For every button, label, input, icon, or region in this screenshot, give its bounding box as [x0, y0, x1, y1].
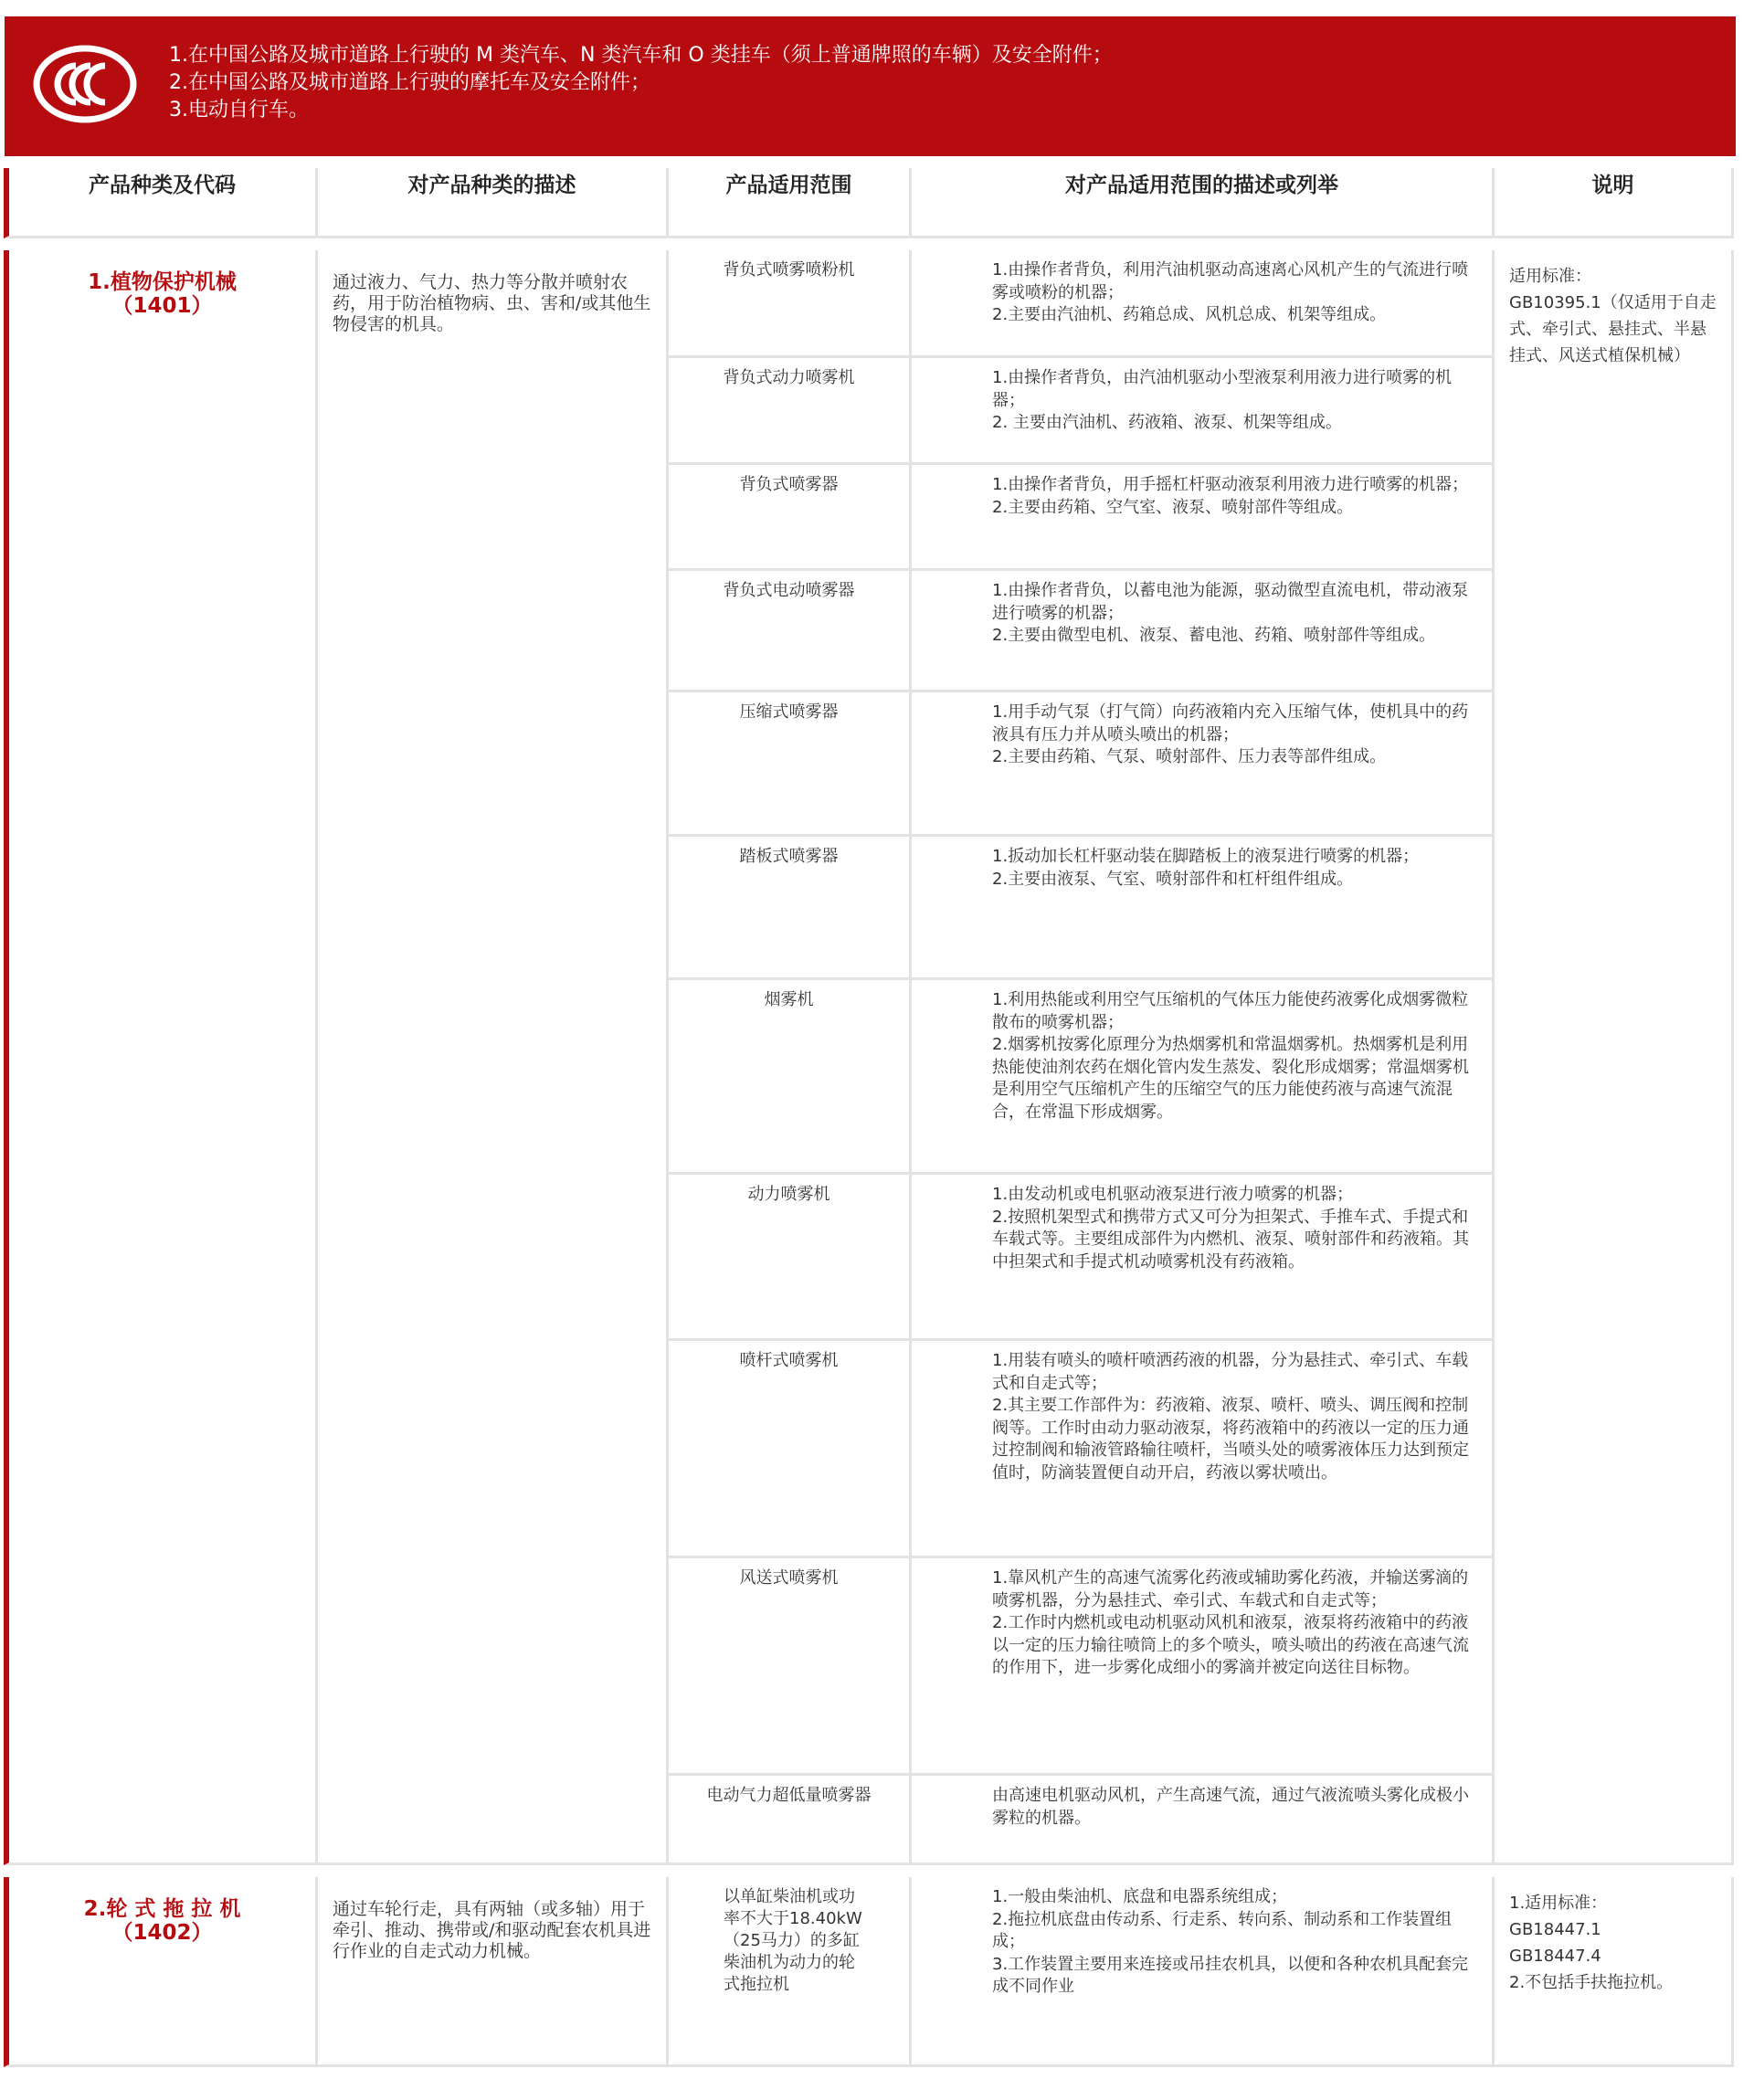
- product-detail: 由高速电机驱动风机，产生高速气流，通过气液流喷头雾化成极小雾粒的机器。: [912, 1776, 1495, 1865]
- table-header-row: [4, 168, 1734, 238]
- header-scope-description: 对产品适用范围的描述或列举: [912, 168, 1495, 238]
- category-name: 1.植物保护机械: [88, 270, 237, 294]
- scope-banner: [5, 16, 1736, 156]
- product-catalog-table: [4, 168, 1734, 2067]
- product-name: 动力喷雾机: [669, 1175, 912, 1341]
- table-row: [4, 1877, 1734, 2067]
- category-name: 2.轮 式 拖 拉 机: [83, 1897, 241, 1921]
- product-name: 踏板式喷雾器: [669, 837, 912, 980]
- product-detail: 1.用装有喷头的喷杆喷洒药液的机器，分为悬挂式、牵引式、车载式和自走式等； 2.其主要工作部件为：药液箱、液泵、喷杆、喷头、调压阀和控制阀等。工作时由动力驱动液泵，将药液箱中的药液以一定的压力通过控制阀和输液管路输往喷杆，当喷头处的喷雾液体压力达到预定值时，防滴装置便自动开启，药液以雾状喷出。: [912, 1341, 1495, 1558]
- scope-line-3: 3.电动自行车。: [169, 99, 309, 121]
- category-code: （1401）: [111, 294, 213, 318]
- product-name: 背负式喷雾喷粉机: [669, 250, 912, 358]
- product-detail: 1.由发动机或电机驱动液泵进行液力喷雾的机器； 2.按照机架型式和携带方式又可分为担架式、手推车式、手提式和车载式等。主要组成部件为内燃机、液泵、喷射部件和药液箱。其中担架式和手提式机动喷雾机没有药液箱。: [912, 1175, 1495, 1341]
- product-detail: 1.靠风机产生的高速气流雾化药液或辅助雾化药液，并输送雾滴的喷雾机器，分为悬挂式、牵引式、车载式和自走式等； 2.工作时内燃机或电动机驱动风机和液泵，液泵将药液箱中的药液以一定的压力输往喷筒上的多个喷头，喷头喷出的药液在高速气流的作用下，进一步雾化成细小的雾滴并被定向送往目标物。: [912, 1558, 1495, 1776]
- category-note: 1.适用标准： GB18447.1 GB18447.4 2.不包括手扶拖拉机。: [1495, 1877, 1734, 2067]
- product-name: 风送式喷雾机: [669, 1558, 912, 1776]
- category-code: （1402）: [111, 1921, 213, 1945]
- scope-list: [169, 42, 1113, 124]
- scope-line-1: 1.在中国公路及城市道路上行驶的 M 类汽车、N 类汽车和 O 类挂车（须上普通牌照的车辆）及安全附件；: [169, 44, 1113, 67]
- category-description: 通过车轮行走，具有两轴（或多轴）用于牵引、推动、携带或/和驱动配套农机具进行作业的自走式动力机械。: [318, 1877, 669, 2067]
- product-detail: 1.扳动加长杠杆驱动装在脚踏板上的液泵进行喷雾的机器； 2.主要由液泵、气室、喷射部件和杠杆组件组成。: [912, 837, 1495, 980]
- product-name: 背负式喷雾器: [669, 465, 912, 571]
- product-name: 背负式动力喷雾机: [669, 358, 912, 465]
- product-name: 电动气力超低量喷雾器: [669, 1776, 912, 1865]
- product-detail: 1.由操作者背负，用手摇杠杆驱动液泵利用液力进行喷雾的机器； 2.主要由药箱、空气室、液泵、喷射部件等组成。: [912, 465, 1495, 571]
- table-row: [4, 250, 1734, 358]
- product-detail: 1.用手动气泵（打气筒）向药液箱内充入压缩气体，使机具中的药液具有压力并从喷头喷出的机器； 2.主要由药箱、气泵、喷射部件、压力表等部件组成。: [912, 692, 1495, 837]
- header-scope: 产品适用范围: [669, 168, 912, 238]
- product-detail: 1.利用热能或利用空气压缩机的气体压力能使药液雾化成烟雾微粒散布的喷雾机器； 2.烟雾机按雾化原理分为热烟雾机和常温烟雾机。热烟雾机是利用热能使油剂农药在烟化管内发生蒸发、裂化形成烟雾；常温烟雾机是利用空气压缩机产生的压缩空气的压力能使药液与高速气流混合，在常温下形成烟雾。: [912, 980, 1495, 1175]
- header-notes: 说明: [1495, 168, 1734, 238]
- product-detail: 1.一般由柴油机、底盘和电器系统组成； 2.拖拉机底盘由传动系、行走系、转向系、制动系和工作装置组成； 3.工作装置主要用来连接或吊挂农机具，以便和各种农机具配套完成不同作业: [912, 1877, 1495, 2067]
- ccc-logo-icon: [32, 44, 138, 124]
- header-category-description: 对产品种类的描述: [318, 168, 669, 238]
- scope-line-2: 2.在中国公路及城市道路上行驶的摩托车及安全附件；: [169, 71, 650, 94]
- category-description: 通过液力、气力、热力等分散并喷射农药，用于防治植物病、虫、害和/或其他生物侵害的机具。: [318, 250, 669, 1865]
- product-name: 烟雾机: [669, 980, 912, 1175]
- category-cell: [4, 250, 318, 1865]
- product-name: 喷杆式喷雾机: [669, 1341, 912, 1558]
- product-name: 压缩式喷雾器: [669, 692, 912, 837]
- header-category: 产品种类及代码: [4, 168, 318, 238]
- product-detail: 1.由操作者背负，利用汽油机驱动高速离心风机产生的气流进行喷雾或喷粉的机器； 2.主要由汽油机、药箱总成、风机总成、机架等组成。: [912, 250, 1495, 358]
- product-name: 背负式电动喷雾器: [669, 571, 912, 692]
- product-detail: 1.由操作者背负，由汽油机驱动小型液泵利用液力进行喷雾的机器； 2. 主要由汽油机、药液箱、液泵、机架等组成。: [912, 358, 1495, 465]
- category-cell: [4, 1877, 318, 2067]
- product-detail: 1.由操作者背负，以蓄电池为能源，驱动微型直流电机，带动液泵进行喷雾的机器； 2.主要由微型电机、液泵、蓄电池、药箱、喷射部件等组成。: [912, 571, 1495, 692]
- product-name: 以单缸柴油机或功率不大于18.40kW（25马力）的多缸柴油机为动力的轮式拖拉机: [669, 1877, 912, 2067]
- category-note: 适用标准： GB10395.1（仅适用于自走式、牵引式、悬挂式、半悬挂式、风送式植保机械）: [1495, 250, 1734, 1865]
